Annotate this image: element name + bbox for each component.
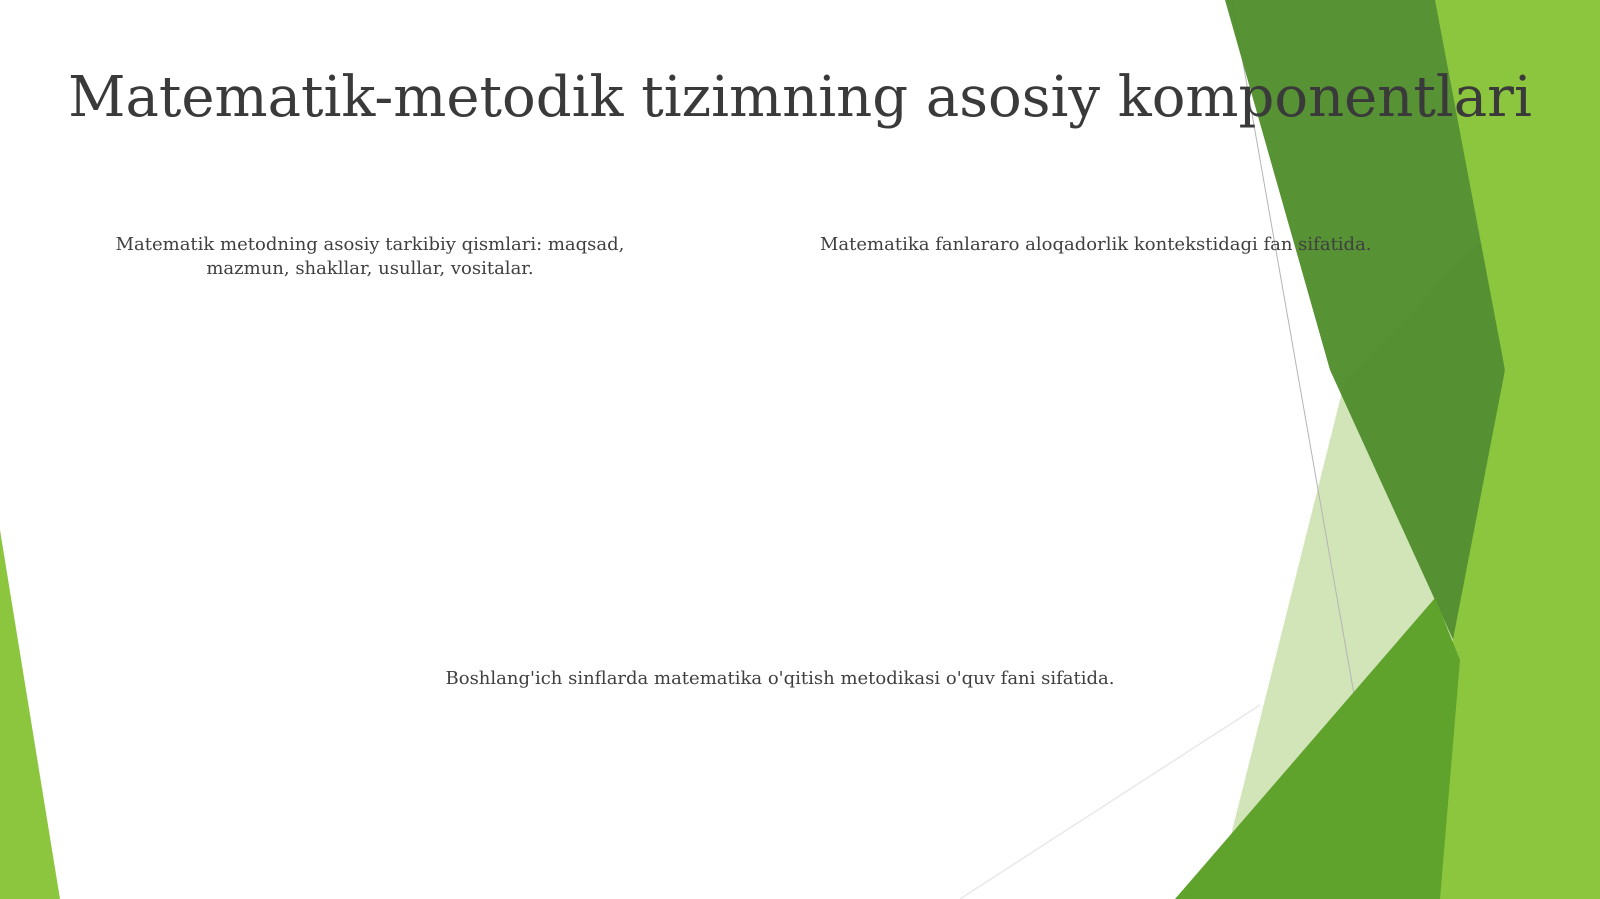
facet-left-green [0, 530, 60, 899]
content-box-components: Matematik metodning asosiy tarkibiy qismlari: maqsad, mazmun, shakllar, usullar, vositalar. [115, 234, 625, 279]
content-box-methodology-subject: Boshlang'ich sinflarda matematika o'qitish metodikasi o'quv fani sifatida. [445, 668, 1115, 689]
content-box-interdisciplinary: Matematika fanlararo aloqadorlik kontekstidagi fan sifatida. [820, 234, 1372, 255]
slide-title: Matematik-metodik tizimning asosiy komponentlari [68, 65, 1532, 130]
